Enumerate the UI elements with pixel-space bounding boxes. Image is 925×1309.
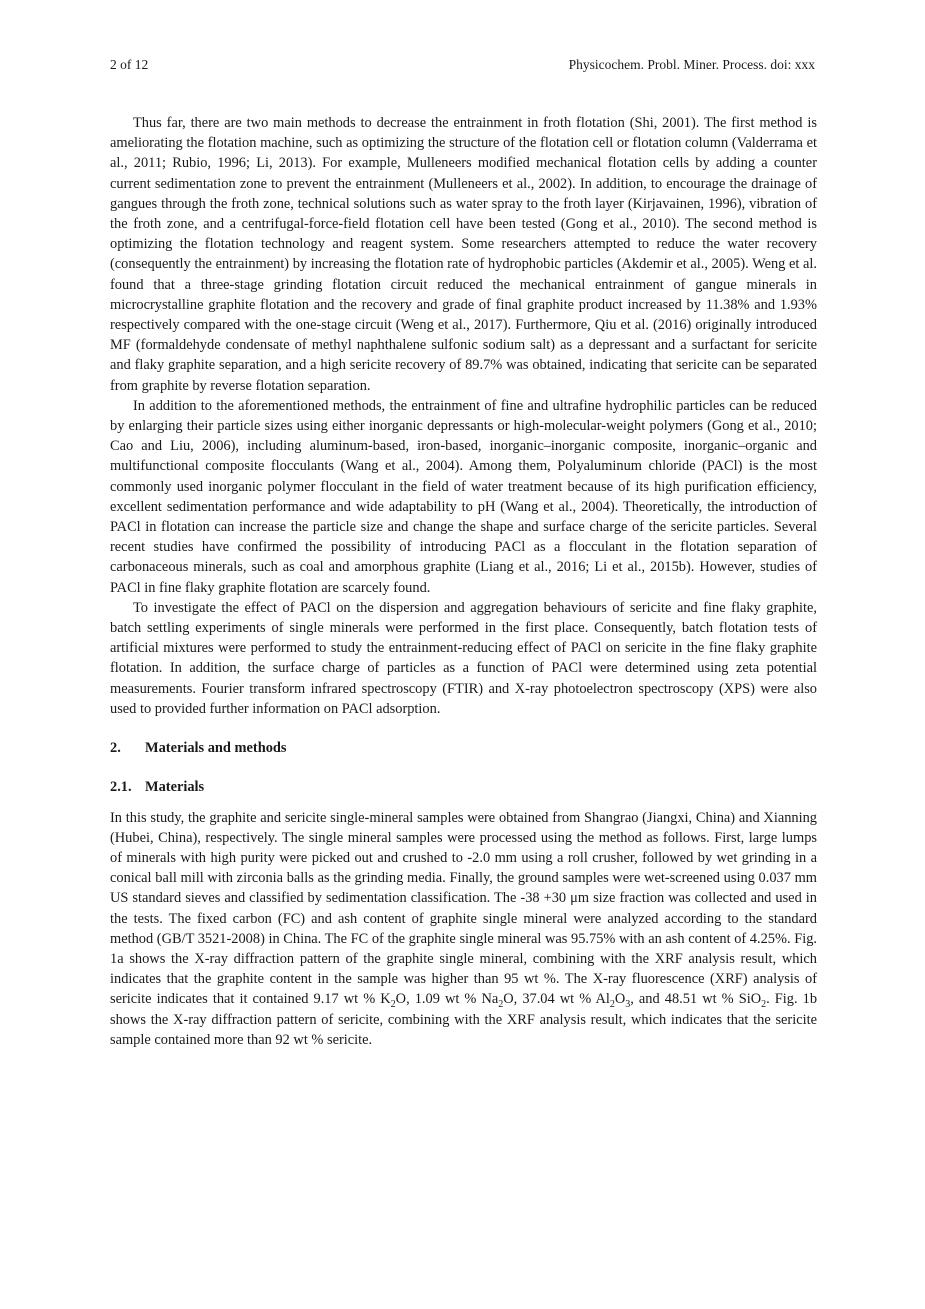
subsection-number: 2.1. [110, 779, 132, 796]
paragraph-materials [110, 808, 817, 1050]
section-heading-materials-methods [110, 738, 817, 758]
section-title: Materials and methods [145, 740, 287, 757]
materials-text-b: O, 1.09 wt % Na [395, 991, 499, 1008]
subscript-k2o: 2 [390, 999, 396, 1011]
materials-text-a: In this study, the graphite and sericite single-mineral samples were obtained from Shangrao (Jiangxi, China) and Xianning (Hubei, China), respectively. The single mineral samples were processed using the method as follows. First, large lumps of minerals with high purity were picked out and crushed to -2.0 mm using a roll crusher, followed by wet grinding in a conical ball mill with zirconia balls as the grinding media. Finally, the ground samples were wet-screened using 0.037 mm US standard sieves and classified by sedimentation classification. The -38 +30 μm size fraction was collected and used in the tests. The fixed carbon (FC) and ash content of graphite single mineral were analyzed according to the standard method (GB/T 3521-2008) in China. The FC of the graphite single mineral was 95.75% with an ash content of 4.25%. Fig. 1a shows the X-ray diffraction pattern of the graphite single mineral, combining with the XRF analysis result, which indicates that the graphite content in the sample was higher than 95 wt %. The X-ray fluorescence (XRF) analysis of sericite indicates that it contained 9.17 wt % K [110, 809, 817, 1008]
subscript-al2: 2 [609, 999, 615, 1011]
journal-citation: Physicochem. Probl. Miner. Process. doi: xxx [568, 57, 815, 72]
materials-text-c: O, 37.04 wt % Al [503, 991, 610, 1008]
paragraph-flocculants: In addition to the aforementioned methods, the entrainment of fine and ultrafine hydrophilic particles can be reduced by enlarging their particle sizes using either inorganic depressants or high-molecular-weight polymers (Gong et al., 2010; Cao and Liu, 2006), including aluminum-based, iron-based, inorganic–inorganic composite, inorganic–organic and multifunctional composite flocculants (Wang et al., 2004). Among them, Polyaluminum chloride (PACl) is the most commonly used inorganic polymer flocculant in the field of water treatment because of its high purification efficiency, excellent sedimentation performance and wide adaptability to pH (Wang et al., 2004). Theoretically, the introduction of PACl in flotation can increase the particle size and change the shape and surface charge of the sericite particles. Several recent studies have confirmed the possibility of introducing PACl as a flocculant in the flotation separation of carbonaceous minerals, such as coal and amorphous graphite (Liang et al., 2016; Li et al., 2015b). However, studies of PACl in fine flaky graphite flotation are scarcely found. [110, 397, 817, 596]
article-body [110, 113, 817, 1050]
subscript-o3: 3 [625, 999, 631, 1011]
section-number: 2. [110, 740, 121, 757]
subscript-na2o: 2 [498, 999, 504, 1011]
paragraph-entrainment-methods: Thus far, there are two main methods to decrease the entrainment in froth flotation (Shi, 2001). The first method is ameliorating the flotation machine, such as optimizing the structure of the flotation cell or flotation column (Valderrama et al., 2011; Rubio, 1996; Li, 2013). For example, Mulleneers modified mechanical flotation cells by adding a counter current sedimentation zone to prevent the entrainment (Mulleneers et al., 2002). In addition, to encourage the drainage of gangues through the froth zone, technical solutions such as water spray to the froth layer (Kirjavainen, 1996), vibration of the froth zone, and a centrifugal-force-field flotation cell have been tested (Gong et al., 2010). The second method is optimizing the flotation technology and reagent system. Some researchers attempted to reduce the water recovery (consequently the entrainment) by increasing the flotation rate of hydrophobic particles (Akdemir et al., 2005). Weng et al. found that a three-stage grinding flotation circuit reduced the mechanical entrainment of gangue minerals in microcrystalline graphite flotation and the recovery and grade of final graphite product increased by 11.38% and 1.93% respectively compared with the one-stage circuit (Weng et al., 2017). Furthermore, Qiu et al. (2016) originally introduced MF (formaldehyde condensate of methyl naphthalene sulfonic sodium salt) as a depressant and a surfactant for sericite and flaky graphite separation, and a high sericite recovery of 89.7% was obtained, indicating that sericite can be separated from graphite by reverse flotation separation. [110, 115, 817, 394]
page-number: 2 of 12 [110, 57, 149, 72]
subsection-title: Materials [145, 779, 205, 796]
paragraph-objectives: To investigate the effect of PACl on the dispersion and aggregation behaviours of sericite and fine flaky graphite, batch settling experiments of single minerals were performed in the first place. Consequently, batch flotation tests of artificial mixtures were performed to study the entrainment-reducing effect of PACl on sericite in the fine flaky graphite flotation. In addition, the surface charge of particles as a function of PACl were determined using zeta potential measurements. Fourier transform infrared spectroscopy (FTIR) and X-ray photoelectron spectroscopy (XPS) were also used to provided further information on PACl adsorption. [110, 599, 817, 717]
subscript-sio2: 2 [761, 999, 767, 1011]
materials-text-e: , and 48.51 wt % SiO [630, 991, 762, 1008]
subsection-heading-materials [110, 777, 817, 797]
page-header [110, 57, 815, 73]
materials-text-d: O [614, 991, 626, 1008]
materials-text-f: . Fig. 1b shows the X-ray diffraction pattern of sericite, combining with the XRF analysis result, which indicates that the sericite sample contained more than 92 wt % sericite. [110, 991, 818, 1048]
